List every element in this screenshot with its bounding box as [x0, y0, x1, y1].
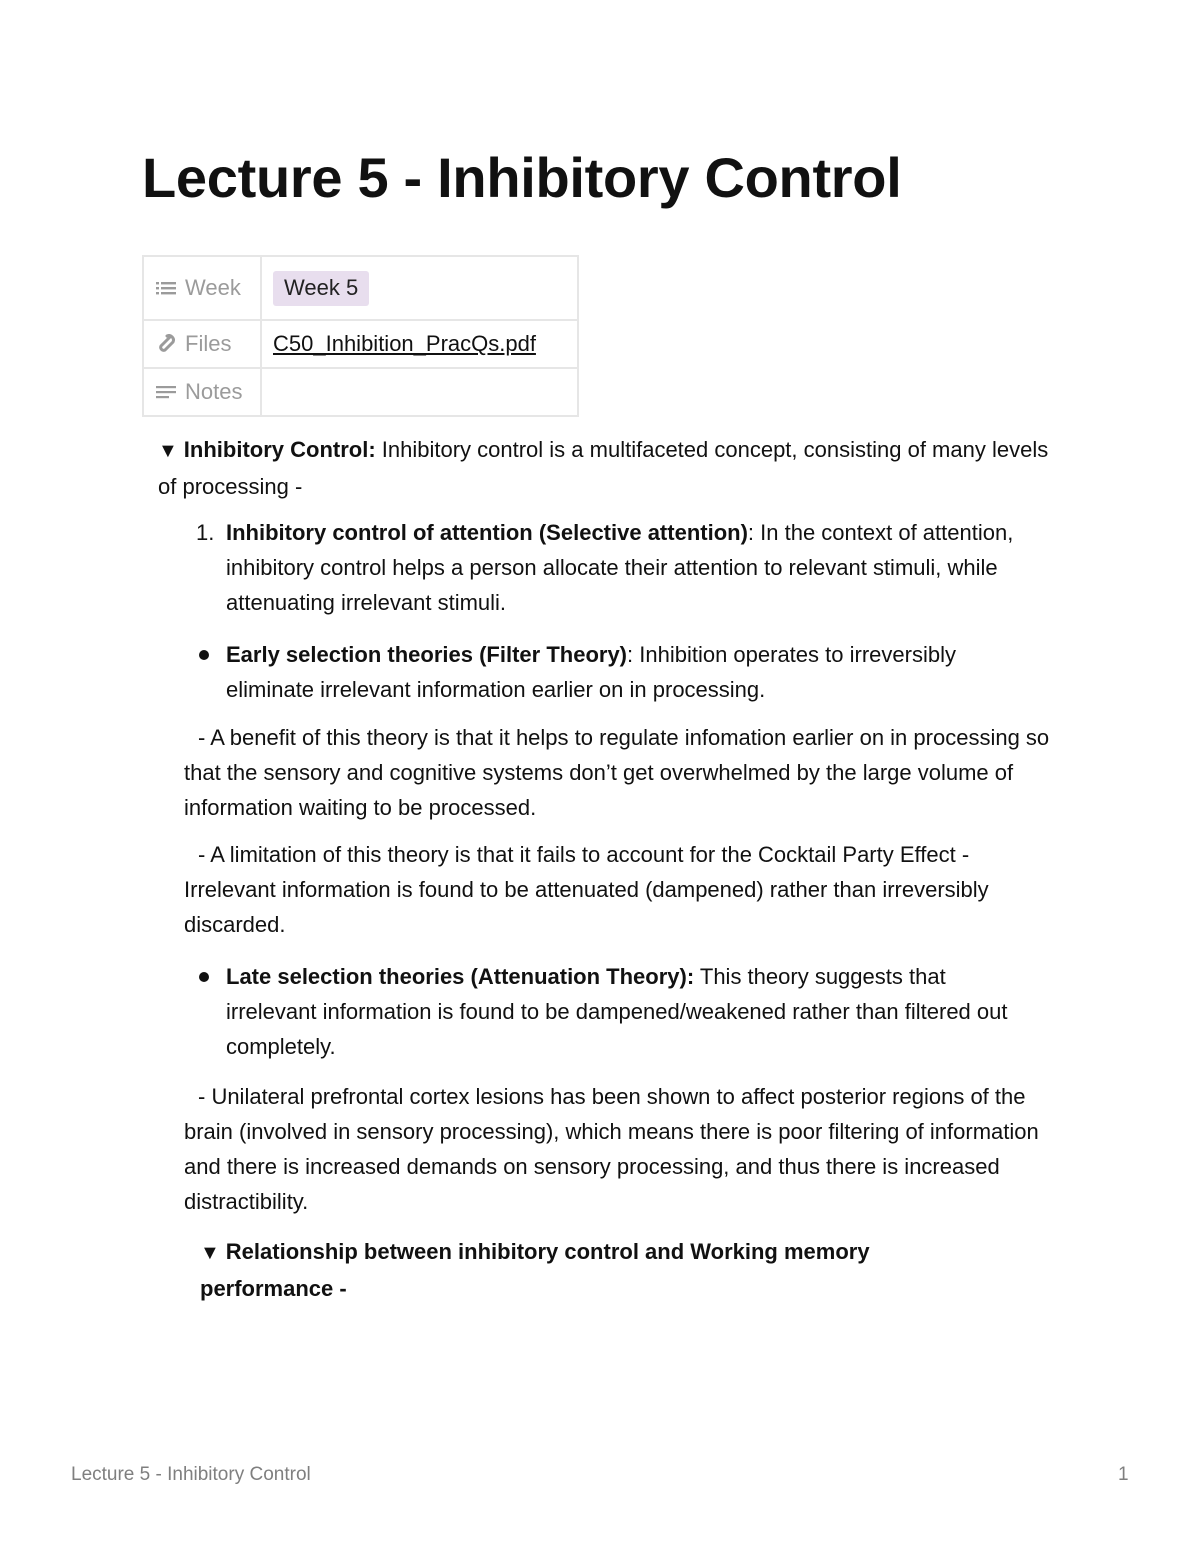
bullet-late-selection	[226, 959, 1026, 1064]
dash-prefrontal-lesions: - Unilateral prefrontal cortex lesions has been shown to affect posterior regions of the brain (involved in sensory processing), which means there is poor filtering of information and there is increased demands on sensory processing, and thus there is increased distractibility.	[184, 1084, 1039, 1214]
toggle-triangle-icon[interactable]: ▼	[158, 440, 178, 462]
bullet-text: : Inhibition operates to irreversibly eliminate irrelevant information earlier on in processing.	[226, 642, 956, 702]
property-row-week	[143, 256, 578, 320]
bullet-text: This theory suggests that irrelevant information is found to be dampened/weakened rather than filtered out completely.	[226, 964, 1008, 1059]
bullet-heading: Late selection theories (Attenuation Theory):	[226, 964, 695, 989]
toggle-working-memory[interactable]	[200, 1234, 920, 1306]
toggle-inhibitory-control[interactable]	[158, 432, 1058, 504]
notes-value[interactable]	[261, 368, 578, 416]
notes-property-label: Notes	[185, 379, 243, 404]
toggle-triangle-icon[interactable]: ▼	[200, 1242, 220, 1264]
list-icon	[156, 280, 176, 296]
page-title: Lecture 5 - Inhibitory Control	[142, 146, 902, 209]
property-row-notes	[143, 368, 578, 416]
page-number: 1	[1118, 1464, 1129, 1485]
files-property-label: Files	[185, 331, 232, 356]
bullet-dot	[199, 650, 209, 660]
week-property-label: Week	[185, 275, 241, 300]
bullet-dot	[199, 972, 209, 982]
property-row-files	[143, 320, 578, 368]
paperclip-icon	[156, 334, 176, 354]
item-heading: Inhibitory control of attention (Selective attention)	[226, 520, 748, 545]
item-text: : In the context of attention, inhibitory control helps a person allocate their attention to relevant stimuli, while attenuating irrelevant stimuli.	[226, 520, 1014, 615]
footer-title: Lecture 5 - Inhibitory Control	[71, 1464, 311, 1485]
toggle-text: Inhibitory control is a multifaceted concept, consisting of many levels of processing -	[158, 437, 1049, 499]
toggle-heading: Inhibitory Control:	[183, 437, 376, 462]
properties-table	[142, 255, 579, 417]
file-link[interactable]: C50_Inhibition_PracQs.pdf	[273, 331, 536, 356]
dash-limitation: - A limitation of this theory is that it fails to account for the Cocktail Party Effect - Irrelevant information is found to be attenuated (dampened) rather than irreversibly discarded.	[184, 842, 989, 937]
bullet-early-selection	[226, 637, 1026, 707]
text-lines-icon	[156, 384, 176, 400]
bullet-heading: Early selection theories (Filter Theory)	[226, 642, 628, 667]
week-tag[interactable]: Week 5	[273, 271, 369, 306]
list-number: 1.	[196, 520, 215, 545]
numbered-item-selective-attention	[226, 515, 1026, 620]
toggle-heading: Relationship between inhibitory control and Working memory performance -	[200, 1239, 870, 1301]
dash-benefit: - A benefit of this theory is that it helps to regulate infomation earlier on in processing so that the sensory and cognitive systems don’t get overwhelmed by the large volume of information waiting to be processed.	[184, 725, 1050, 820]
